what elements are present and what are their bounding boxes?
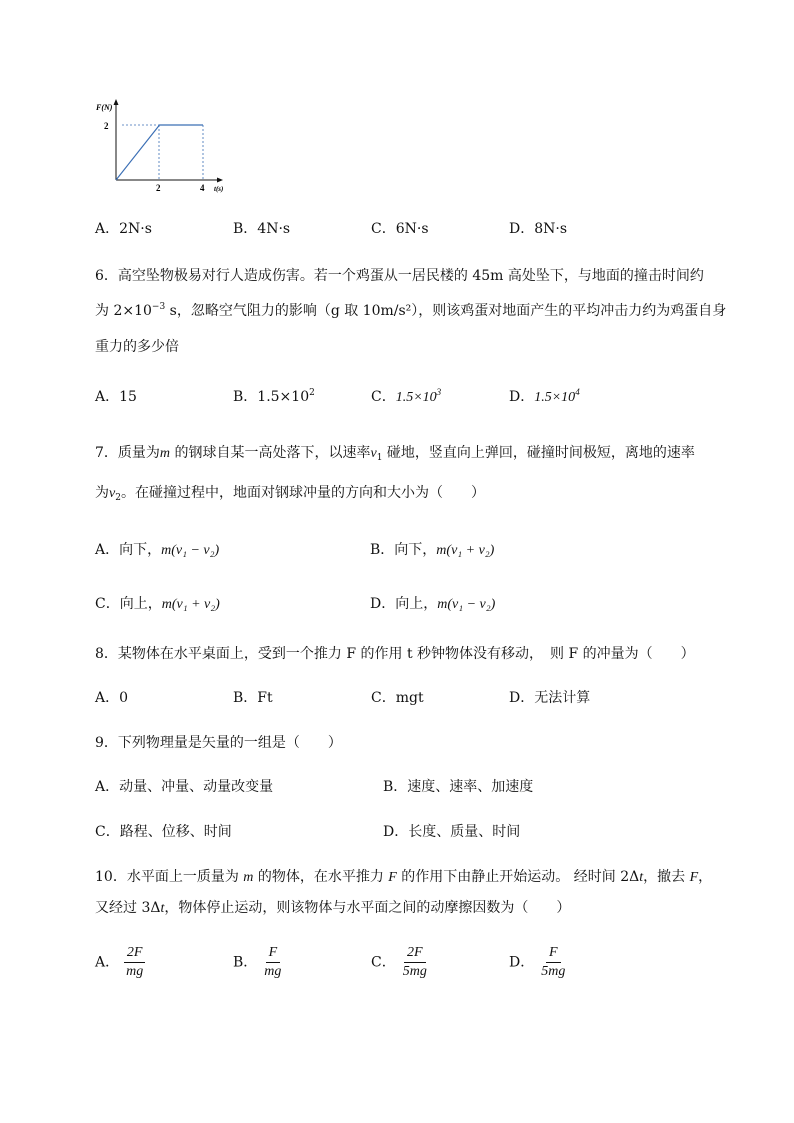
q10-option-a-numerator: 2F	[124, 945, 146, 963]
q10-option-c-fraction	[400, 945, 430, 980]
q5-option-b: B．4N·s	[233, 221, 291, 237]
q7-stem-line1	[95, 442, 695, 463]
q7-option-d-expr: m(v₁ − v₂)	[437, 597, 496, 612]
q7-v2-sub: 2	[115, 493, 121, 503]
q10-option-b-label: B．	[233, 954, 258, 971]
y-tick-label: 2	[104, 121, 109, 131]
y-axis-arrow	[114, 99, 119, 105]
x-axis-label: t(s)	[214, 185, 224, 193]
q7-option-d	[370, 593, 495, 613]
q10-option-c	[371, 945, 430, 980]
q7-option-b-expr: m(v₁ + v₂)	[436, 543, 495, 558]
q7-option-c-expr: m(v₁ + v₂)	[161, 597, 220, 612]
q10-option-d-numerator: F	[546, 945, 561, 963]
q6-option-d	[509, 386, 580, 406]
q6-stem-line3: 重力的多少倍	[95, 339, 179, 355]
q10-line2-a: 又经过 3Δ	[95, 900, 161, 916]
q6-line2-a: 为 2×10	[95, 303, 152, 319]
q7-v2-symbol: v	[109, 486, 116, 501]
q7-option-b-label: B．向下，	[370, 542, 437, 558]
q9-stem: 9．下列物理量是矢量的一组是（ ）	[95, 735, 342, 751]
q7-v1-sub: 1	[376, 453, 383, 463]
q6-stem-line2	[95, 300, 726, 320]
q8-option-a: A．0	[95, 690, 129, 706]
q6-option-b	[233, 386, 315, 406]
q8-option-b: B．Ft	[233, 690, 273, 706]
q10-option-a-fraction	[123, 945, 146, 980]
q10-line1-b: 的物体，在水平推力	[253, 869, 389, 885]
q6-line2-exp: −3	[151, 302, 166, 312]
q10-option-d	[509, 945, 568, 980]
q10-force-symbol: F	[388, 870, 397, 885]
q7-line2-b: 。在碰撞过程中，地面对钢球冲量的方向和大小为（ ）	[120, 485, 485, 501]
q9-option-c: C．路程、位移、时间	[95, 824, 232, 840]
q10-option-c-denominator: 5mg	[402, 964, 427, 979]
q7-option-c-label: C．向上，	[95, 596, 162, 612]
q7-option-d-label: D．向上，	[370, 596, 438, 612]
q6-option-d-exp: 4	[575, 387, 580, 397]
q6-option-b-exp: 2	[309, 388, 315, 398]
q5-option-d: D．8N·s	[509, 221, 568, 237]
q10-option-b-denominator: mg	[264, 964, 282, 979]
q10-option-b-numerator: F	[266, 945, 281, 963]
q7-option-b	[370, 539, 494, 559]
q10-option-a-denominator: mg	[126, 964, 144, 979]
q10-option-b-fraction	[261, 945, 284, 980]
force-series-line	[116, 125, 203, 180]
q6-option-c-label: C．	[371, 389, 396, 405]
q6-option-d-label: D．	[509, 389, 535, 405]
q5-option-c: C．6N·s	[371, 221, 429, 237]
q6-stem-line1: 6．高空坠物极易对行人造成伤害。若一个鸡蛋从一居民楼的 45m 高处坠下，与地面的撞击时间约	[95, 268, 704, 284]
q9-option-b: B．速度、速率、加速度	[383, 779, 534, 795]
q7-mass-symbol: m	[159, 446, 171, 461]
q6-option-c	[371, 386, 441, 406]
q8-option-c: C．mgt	[371, 690, 424, 706]
q10-option-d-fraction	[538, 945, 568, 980]
q9-option-d: D．长度、质量、时间	[383, 824, 521, 840]
q10-line1-a: 10．水平面上一质量为	[95, 869, 244, 885]
q7-line1-c: 碰地，竖直向上弹回，碰撞时间极短，离地的速率	[382, 445, 695, 461]
q7-option-a	[95, 539, 219, 559]
q7-line1-a: 7．质量为	[95, 445, 160, 461]
q10-option-a-label: A．	[95, 954, 120, 971]
q6-option-a: A．15	[95, 389, 137, 405]
x-tick-label-2: 2	[156, 183, 161, 193]
q10-option-d-denominator: 5mg	[541, 964, 566, 979]
q10-t-symbol-2: t	[160, 901, 165, 916]
q10-option-d-label: D．	[509, 954, 535, 971]
q10-stem-line1	[95, 866, 712, 886]
q5-option-a: A．2N·s	[95, 221, 152, 237]
q9-option-a: A．动量、冲量、动量改变量	[95, 779, 274, 795]
y-axis-label: F(N)	[96, 103, 113, 112]
x-tick-label-4: 4	[200, 183, 205, 193]
q10-t-symbol: t	[639, 870, 644, 885]
q10-line1-c: 的作用下由静止开始运动。 经时间 2Δ	[396, 869, 640, 885]
q6-line2-b: s，忽略空气阻力的影响（g 取 10m/s²），则该鸡蛋对地面产生的平均冲击力约为鸡蛋自身	[165, 303, 727, 319]
q7-line1-b: 的钢球自某一高处落下，以速率	[170, 445, 371, 461]
q10-option-c-label: C．	[371, 954, 396, 971]
q6-option-b-text: B．1.5×10	[233, 389, 310, 405]
q7-v1-symbol: v	[370, 446, 377, 461]
q8-option-d: D．无法计算	[509, 690, 591, 706]
q10-option-b	[233, 945, 284, 980]
q10-line1-e: ，	[698, 869, 713, 885]
x-axis-arrow	[217, 178, 223, 183]
q10-line1-d: ，撤去	[643, 869, 690, 885]
q10-line2-b: ，物体停止运动，则该物体与水平面之间的动摩擦因数为（ ）	[164, 900, 571, 916]
q10-option-c-numerator: 2F	[404, 945, 426, 963]
q8-stem: 8．某物体在水平桌面上，受到一个推力 F 的作用 t 秒钟物体没有移动， 则 F 的冲量为（ ）	[95, 646, 695, 662]
q10-force-symbol-2: F	[689, 870, 699, 885]
q7-option-c	[95, 593, 220, 613]
q7-stem-line2	[95, 482, 485, 503]
q7-line2-a: 为	[95, 485, 109, 501]
q7-option-a-expr: m(v₁ − v₂)	[161, 543, 220, 558]
q10-mass-symbol: m	[243, 870, 254, 885]
force-time-graph	[92, 96, 242, 196]
q7-option-a-label: A．向下，	[95, 542, 162, 558]
q6-option-d-text: 1.5×10	[534, 390, 576, 405]
q6-option-c-text: 1.5×10	[395, 390, 437, 405]
q10-stem-line2	[95, 897, 570, 917]
q6-option-c-exp: 3	[436, 387, 442, 397]
q10-option-a	[95, 945, 146, 980]
